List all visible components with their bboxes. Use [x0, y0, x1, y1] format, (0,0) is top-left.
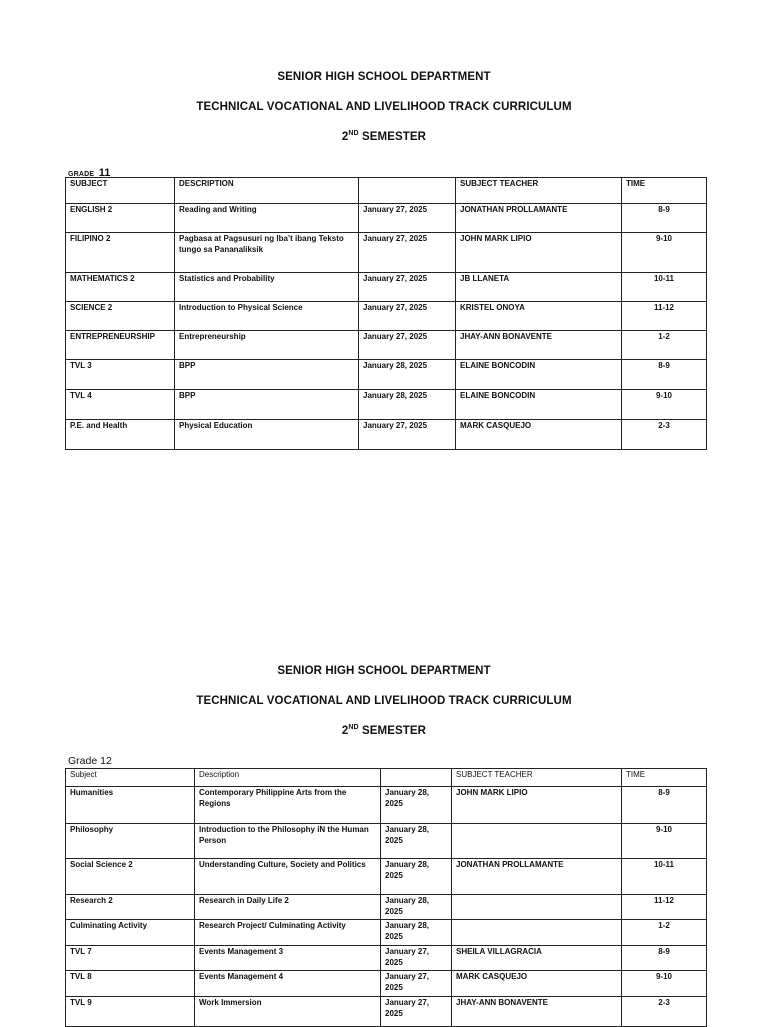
time-cell: 8-9 — [622, 787, 707, 824]
description-cell: Events Management 3 — [195, 946, 381, 971]
time-cell: 11-12 — [622, 302, 707, 331]
teacher-cell: KRISTEL ONOYA — [456, 302, 622, 331]
date-cell: January 28, 2025 — [381, 895, 452, 920]
description-cell: Contemporary Philippine Arts from the Regions — [195, 787, 381, 824]
semester-word: SEMESTER — [358, 131, 427, 143]
column-header-description: Description — [195, 769, 381, 787]
column-header-date — [381, 769, 452, 787]
date-cell: January 27, 2025 — [381, 997, 452, 1027]
semester-number: 2 — [341, 131, 349, 143]
teacher-cell: JB LLANETA — [456, 273, 622, 302]
description-cell: BPP — [175, 360, 359, 390]
subject-cell: Social Science 2 — [66, 859, 195, 895]
table-row — [66, 233, 707, 273]
table-row — [66, 787, 707, 824]
column-header-subject: Subject — [66, 769, 195, 787]
teacher-cell: JHAY-ANN BONAVENTE — [456, 331, 622, 360]
track-title: TECHNICAL VOCATIONAL AND LIVELIHOOD TRACK CURRICULUM — [196, 101, 572, 113]
date-cell: January 28, 2025 — [381, 859, 452, 895]
semester-number: 2 — [341, 725, 349, 737]
description-cell: Reading and Writing — [175, 204, 359, 233]
subject-cell: TVL 9 — [66, 997, 195, 1027]
subject-cell: SCIENCE 2 — [66, 302, 175, 331]
table-row — [66, 824, 707, 859]
date-cell: January 27, 2025 — [359, 420, 456, 450]
description-cell: Physical Education — [175, 420, 359, 450]
semester-title — [0, 725, 768, 737]
subject-cell: TVL 8 — [66, 971, 195, 997]
date-cell: January 27, 2025 — [359, 233, 456, 273]
time-cell: 10-11 — [622, 859, 707, 895]
table-row — [66, 997, 707, 1027]
description-cell: Events Management 4 — [195, 971, 381, 997]
column-header-subject: SUBJECT — [66, 178, 175, 204]
teacher-cell — [452, 824, 622, 859]
date-cell: January 27, 2025 — [359, 302, 456, 331]
time-cell: 10-11 — [622, 273, 707, 302]
table-row — [66, 420, 707, 450]
subject-cell: MATHEMATICS 2 — [66, 273, 175, 302]
description-cell: Research in Daily Life 2 — [195, 895, 381, 920]
table-row — [66, 273, 707, 302]
description-cell: Work Immersion — [195, 997, 381, 1027]
description-cell: Statistics and Probability — [175, 273, 359, 302]
date-cell: January 28, 2025 — [381, 824, 452, 859]
subject-cell: P.E. and Health — [66, 420, 175, 450]
subject-cell: FILIPINO 2 — [66, 233, 175, 273]
date-cell: January 28, 2025 — [381, 920, 452, 946]
description-cell: BPP — [175, 390, 359, 420]
grade-word: GRADE — [68, 171, 95, 178]
column-header-teacher: SUBJECT TEACHER — [452, 769, 622, 787]
teacher-cell: SHEILA VILLAGRACIA — [452, 946, 622, 971]
time-cell: 9-10 — [622, 390, 707, 420]
teacher-cell: JHAY-ANN BONAVENTE — [452, 997, 622, 1027]
date-cell: January 27, 2025 — [381, 946, 452, 971]
column-header-teacher: SUBJECT TEACHER — [456, 178, 622, 204]
teacher-cell: JONATHAN PROLLAMANTE — [456, 204, 622, 233]
track-title: TECHNICAL VOCATIONAL AND LIVELIHOOD TRACK CURRICULUM — [196, 695, 572, 707]
column-header-description: DESCRIPTION — [175, 178, 359, 204]
semester-word: SEMESTER — [358, 725, 427, 737]
teacher-cell: MARK CASQUEJO — [456, 420, 622, 450]
grade-number: 11 — [98, 167, 111, 179]
grade-label: Grade 12 — [68, 755, 112, 767]
teacher-cell: MARK CASQUEJO — [452, 971, 622, 997]
teacher-cell: JONATHAN PROLLAMANTE — [452, 859, 622, 895]
teacher-cell — [452, 920, 622, 946]
time-cell: 9-10 — [622, 824, 707, 859]
description-cell: Understanding Culture, Society and Politics — [195, 859, 381, 895]
department-title: SENIOR HIGH SCHOOL DEPARTMENT — [277, 665, 491, 677]
table-header-row — [66, 769, 707, 787]
time-cell: 8-9 — [622, 360, 707, 390]
subject-cell: Humanities — [66, 787, 195, 824]
time-cell: 9-10 — [622, 971, 707, 997]
department-title: SENIOR HIGH SCHOOL DEPARTMENT — [277, 71, 491, 83]
time-cell: 1-2 — [622, 331, 707, 360]
date-cell: January 28, 2025 — [381, 787, 452, 824]
grade11-schedule-table — [65, 177, 707, 450]
subject-cell: ENTREPRENEURSHIP — [66, 331, 175, 360]
date-cell: January 27, 2025 — [359, 331, 456, 360]
table-row — [66, 859, 707, 895]
time-cell: 8-9 — [622, 204, 707, 233]
semester-suffix: ND — [348, 130, 359, 138]
teacher-cell: ELAINE BONCODIN — [456, 360, 622, 390]
subject-cell: TVL 7 — [66, 946, 195, 971]
date-cell: January 28, 2025 — [359, 360, 456, 390]
grade12-schedule-table — [65, 768, 707, 1027]
semester-title — [0, 131, 768, 143]
table-row — [66, 302, 707, 331]
time-cell: 11-12 — [622, 895, 707, 920]
teacher-cell: JOHN MARK LIPIO — [452, 787, 622, 824]
teacher-cell: ELAINE BONCODIN — [456, 390, 622, 420]
table-row — [66, 946, 707, 971]
description-cell: Introduction to Physical Science — [175, 302, 359, 331]
date-cell: January 27, 2025 — [381, 971, 452, 997]
subject-cell: TVL 3 — [66, 360, 175, 390]
table-row — [66, 390, 707, 420]
subject-cell: Philosophy — [66, 824, 195, 859]
table-header-row — [66, 178, 707, 204]
table-row — [66, 920, 707, 946]
date-cell: January 27, 2025 — [359, 273, 456, 302]
description-cell: Research Project/ Culminating Activity — [195, 920, 381, 946]
date-cell: January 27, 2025 — [359, 204, 456, 233]
column-header-time: TIME — [622, 769, 707, 787]
time-cell: 9-10 — [622, 233, 707, 273]
date-cell: January 28, 2025 — [359, 390, 456, 420]
table-row — [66, 204, 707, 233]
teacher-cell: JOHN MARK LIPIO — [456, 233, 622, 273]
column-header-time: TIME — [622, 178, 707, 204]
teacher-cell — [452, 895, 622, 920]
table-row — [66, 360, 707, 390]
table-row — [66, 331, 707, 360]
description-cell: Introduction to the Philosophy iN the Human Person — [195, 824, 381, 859]
column-header-date — [359, 178, 456, 204]
time-cell: 2-3 — [622, 997, 707, 1027]
description-cell: Entrepreneurship — [175, 331, 359, 360]
time-cell: 1-2 — [622, 920, 707, 946]
time-cell: 8-9 — [622, 946, 707, 971]
subject-cell: Culminating Activity — [66, 920, 195, 946]
table-row — [66, 971, 707, 997]
subject-cell: ENGLISH 2 — [66, 204, 175, 233]
time-cell: 2-3 — [622, 420, 707, 450]
table-row — [66, 895, 707, 920]
semester-suffix: ND — [348, 724, 359, 732]
subject-cell: Research 2 — [66, 895, 195, 920]
subject-cell: TVL 4 — [66, 390, 175, 420]
description-cell: Pagbasa at Pagsusuri ng Iba’t ibang Teksto tungo sa Pananaliksik — [175, 233, 359, 273]
